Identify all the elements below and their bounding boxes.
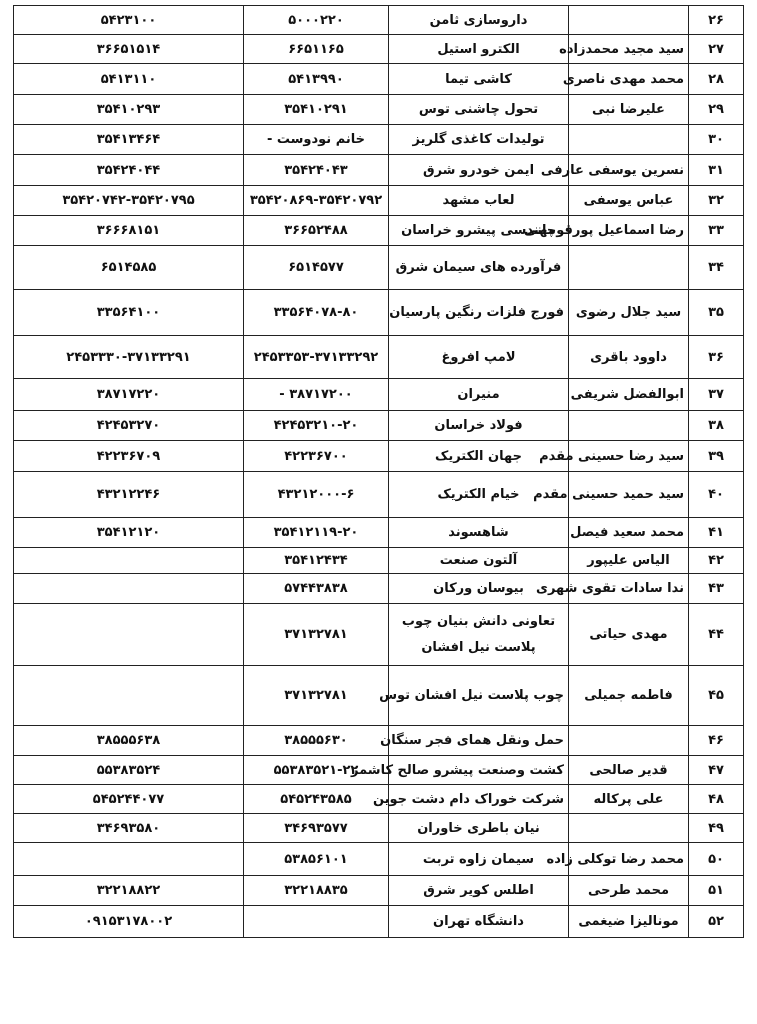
table-row xyxy=(14,814,744,843)
row-number-cell: ۳۰ xyxy=(689,125,744,155)
phone-primary-cell xyxy=(244,906,389,938)
row-number-cell: ۲۶ xyxy=(689,6,744,35)
company-name-cell: جهان الکتریک xyxy=(389,441,569,472)
company-name-cell: فورج فلزات رنگین پارسیان xyxy=(389,290,569,336)
company-name-cell: شرکت خوراک دام دشت جوین xyxy=(389,785,569,814)
phone-secondary-cell xyxy=(14,574,244,604)
company-name-cell: لعاب مشهد xyxy=(389,186,569,216)
person-name-cell: عباس یوسفی xyxy=(569,186,689,216)
phone-secondary-cell: ۳۵۴۲۴۰۴۴ xyxy=(14,155,244,186)
table-row xyxy=(14,186,744,216)
person-name-cell: ندا سادات تقوی شهری xyxy=(569,574,689,604)
phone-secondary-cell: ۳۵۴۱۲۱۲۰ xyxy=(14,518,244,548)
row-number-cell: ۳۶ xyxy=(689,336,744,379)
person-name-cell: علی پرکاله xyxy=(569,785,689,814)
phone-secondary-cell: ۳۳۵۶۴۱۰۰ xyxy=(14,290,244,336)
row-number-cell: ۳۴ xyxy=(689,246,744,290)
table-row xyxy=(14,785,744,814)
phone-secondary-cell xyxy=(14,666,244,726)
row-number-cell: ۳۸ xyxy=(689,411,744,441)
company-name-cell: بیوسان ورکان xyxy=(389,574,569,604)
person-name-cell: محمد رضا توکلی زاده xyxy=(569,843,689,876)
phone-primary-cell: ۳۵۴۲۰۸۶۹-۳۵۴۲۰۷۹۲ xyxy=(244,186,389,216)
person-name-cell: ابوالفضل شریفی xyxy=(569,379,689,411)
phone-primary-cell: ۴۲۲۳۶۷۰۰ xyxy=(244,441,389,472)
person-name-cell: رضا اسماعیل پورقوچانی xyxy=(569,216,689,246)
company-name-cell: شاهسوند xyxy=(389,518,569,548)
row-number-cell: ۵۲ xyxy=(689,906,744,938)
phone-secondary-cell: ۵۴۵۲۴۴۰۷۷ xyxy=(14,785,244,814)
person-name-cell: مونالیزا ضیغمی xyxy=(569,906,689,938)
phone-secondary-cell: ۳۸۵۵۵۶۳۸ xyxy=(14,726,244,756)
phone-secondary-cell: ۴۲۴۵۳۲۷۰ xyxy=(14,411,244,441)
company-name-cell: تحول چاشنی توس xyxy=(389,95,569,125)
row-number-cell: ۴۲ xyxy=(689,548,744,574)
phone-primary-cell: ۵۵۳۸۳۵۲۱-۲۲ xyxy=(244,756,389,785)
row-number-cell: ۳۷ xyxy=(689,379,744,411)
company-name-cell: تعاونی دانش بنیان چوب پلاست نیل افشان xyxy=(389,604,569,666)
row-number-cell: ۴۳ xyxy=(689,574,744,604)
company-name-cell: تولیدات کاغذی گلریز xyxy=(389,125,569,155)
phone-primary-cell: ۵۰۰۰۲۲۰ xyxy=(244,6,389,35)
phone-primary-cell: ۳۸۷۱۷۲۰۰ - xyxy=(244,379,389,411)
row-number-cell: ۳۹ xyxy=(689,441,744,472)
phone-primary-cell: ۳۵۴۱۲۴۳۴ xyxy=(244,548,389,574)
table-row xyxy=(14,125,744,155)
row-number-cell: ۴۱ xyxy=(689,518,744,548)
row-number-cell: ۴۰ xyxy=(689,472,744,518)
table-row xyxy=(14,155,744,186)
person-name-cell xyxy=(569,411,689,441)
phone-secondary-cell: ۶۵۱۴۵۸۵ xyxy=(14,246,244,290)
company-name-cell: کشت وصنعت پیشرو صالح کاشمر xyxy=(389,756,569,785)
person-name-cell xyxy=(569,125,689,155)
phone-primary-cell: ۵۷۴۴۳۸۳۸ xyxy=(244,574,389,604)
row-number-cell: ۳۵ xyxy=(689,290,744,336)
table-row xyxy=(14,604,744,666)
row-number-cell: ۴۴ xyxy=(689,604,744,666)
company-name-cell: آلتون صنعت xyxy=(389,548,569,574)
row-number-cell: ۲۸ xyxy=(689,64,744,95)
row-number-cell: ۵۰ xyxy=(689,843,744,876)
phone-primary-cell: ۲۴۵۳۳۵۳-۳۷۱۳۳۲۹۲ xyxy=(244,336,389,379)
row-number-cell: ۴۷ xyxy=(689,756,744,785)
phone-secondary-cell: ۵۴۲۳۱۰۰ xyxy=(14,6,244,35)
company-name-cell: خیام الکتریک xyxy=(389,472,569,518)
table-row xyxy=(14,726,744,756)
table-row xyxy=(14,216,744,246)
table-row xyxy=(14,6,744,35)
phone-secondary-cell: ۳۸۷۱۷۲۲۰ xyxy=(14,379,244,411)
person-name-cell: سید رضا حسینی مقدم xyxy=(569,441,689,472)
table-row xyxy=(14,35,744,64)
row-number-cell: ۲۹ xyxy=(689,95,744,125)
person-name-cell: محمد مهدی ناصری xyxy=(569,64,689,95)
person-name-cell: فاطمه جمیلی xyxy=(569,666,689,726)
phone-primary-cell: ۳۵۴۲۴۰۴۳ xyxy=(244,155,389,186)
company-name-cell: داروسازی ثامن xyxy=(389,6,569,35)
phone-secondary-cell: ۳۵۴۲۰۷۴۲-۳۵۴۲۰۷۹۵ xyxy=(14,186,244,216)
company-name-cell: حمل ونقل همای فجر سنگان xyxy=(389,726,569,756)
company-name-cell: ایمن خودرو شرق xyxy=(389,155,569,186)
table-row xyxy=(14,95,744,125)
person-name-cell xyxy=(569,246,689,290)
table-row xyxy=(14,548,744,574)
person-name-cell: مهدی حیاتی xyxy=(569,604,689,666)
contacts-table xyxy=(13,5,744,938)
table-row xyxy=(14,666,744,726)
phone-primary-cell: ۳۵۴۱۰۲۹۱ xyxy=(244,95,389,125)
table-row xyxy=(14,906,744,938)
phone-primary-cell: ۳۵۴۱۲۱۱۹-۲۰ xyxy=(244,518,389,548)
company-name-cell: اطلس کویر شرق xyxy=(389,876,569,906)
phone-secondary-cell: ۳۵۴۱۳۴۶۴ xyxy=(14,125,244,155)
person-name-cell: الیاس علیپور xyxy=(569,548,689,574)
table-row xyxy=(14,246,744,290)
person-name-cell: سید مجید محمدزاده xyxy=(569,35,689,64)
phone-primary-cell: ۵۴۵۲۴۳۵۸۵ xyxy=(244,785,389,814)
phone-primary-cell: ۳۷۱۳۲۷۸۱ xyxy=(244,604,389,666)
phone-secondary-cell xyxy=(14,843,244,876)
company-name-cell: لامپ افروغ xyxy=(389,336,569,379)
phone-primary-cell: ۳۳۵۶۴۰۷۸-۸۰ xyxy=(244,290,389,336)
row-number-cell: ۵۱ xyxy=(689,876,744,906)
phone-secondary-cell: ۰۹۱۵۳۱۷۸۰۰۲ xyxy=(14,906,244,938)
phone-primary-cell: ۳۴۶۹۳۵۷۷ xyxy=(244,814,389,843)
phone-primary-cell: ۴۲۴۵۳۲۱۰-۲۰ xyxy=(244,411,389,441)
row-number-cell: ۳۳ xyxy=(689,216,744,246)
table-row xyxy=(14,574,744,604)
row-number-cell: ۴۶ xyxy=(689,726,744,756)
person-name-cell: علیرضا نبی xyxy=(569,95,689,125)
company-name-cell: مهندسی پیشرو خراسان xyxy=(389,216,569,246)
company-name-cell: نیان باطری خاوران xyxy=(389,814,569,843)
row-number-cell: ۳۲ xyxy=(689,186,744,216)
table-row xyxy=(14,876,744,906)
table-row xyxy=(14,64,744,95)
company-name-cell: کاشی تیما xyxy=(389,64,569,95)
phone-secondary-cell xyxy=(14,548,244,574)
table-row xyxy=(14,472,744,518)
phone-primary-cell: ۵۴۱۳۹۹۰ xyxy=(244,64,389,95)
table-row xyxy=(14,379,744,411)
phone-primary-cell: ۳۸۵۵۵۶۳۰ xyxy=(244,726,389,756)
company-name-cell: فولاد خراسان xyxy=(389,411,569,441)
table-row xyxy=(14,441,744,472)
person-name-cell: محمد طرحی xyxy=(569,876,689,906)
row-number-cell: ۲۷ xyxy=(689,35,744,64)
phone-secondary-cell: ۳۶۶۶۸۱۵۱ xyxy=(14,216,244,246)
phone-primary-cell: ۶۶۵۱۱۶۵ xyxy=(244,35,389,64)
phone-primary-cell: ۳۷۱۳۲۷۸۱ xyxy=(244,666,389,726)
row-number-cell: ۴۸ xyxy=(689,785,744,814)
person-name-cell: سید حمید حسینی مقدم xyxy=(569,472,689,518)
company-name-cell: چوب پلاست نیل افشان توس xyxy=(389,666,569,726)
person-name-cell: سید جلال رضوی xyxy=(569,290,689,336)
phone-secondary-cell: ۴۲۲۳۶۷۰۹ xyxy=(14,441,244,472)
phone-secondary-cell: ۲۴۵۳۳۳۰-۳۷۱۳۳۲۹۱ xyxy=(14,336,244,379)
phone-primary-cell: ۵۳۸۵۶۱۰۱ xyxy=(244,843,389,876)
phone-secondary-cell: ۳۲۲۱۸۸۲۲ xyxy=(14,876,244,906)
table-row xyxy=(14,411,744,441)
table-row xyxy=(14,756,744,785)
table-row xyxy=(14,336,744,379)
phone-primary-cell: ۳۲۲۱۸۸۳۵ xyxy=(244,876,389,906)
phone-secondary-cell: ۵۴۱۳۱۱۰ xyxy=(14,64,244,95)
table-row xyxy=(14,843,744,876)
phone-primary-cell: ۴۳۲۱۲۰۰۰-۶ xyxy=(244,472,389,518)
person-name-cell: داوود باقری xyxy=(569,336,689,379)
phone-secondary-cell xyxy=(14,604,244,666)
person-name-cell xyxy=(569,6,689,35)
company-name-cell: الکترو استیل xyxy=(389,35,569,64)
person-name-cell: محمد سعید فیصل xyxy=(569,518,689,548)
person-name-cell xyxy=(569,726,689,756)
phone-secondary-cell: ۳۵۴۱۰۲۹۳ xyxy=(14,95,244,125)
person-name-cell: قدیر صالحی xyxy=(569,756,689,785)
phone-secondary-cell: ۳۶۶۵۱۵۱۴ xyxy=(14,35,244,64)
company-name-cell: سیمان زاوه تربت xyxy=(389,843,569,876)
company-name-cell: منیران xyxy=(389,379,569,411)
company-name-cell: دانشگاه تهران xyxy=(389,906,569,938)
row-number-cell: ۴۹ xyxy=(689,814,744,843)
row-number-cell: ۳۱ xyxy=(689,155,744,186)
phone-primary-cell: خانم نودوست - xyxy=(244,125,389,155)
phone-secondary-cell: ۳۴۶۹۳۵۸۰ xyxy=(14,814,244,843)
company-name-cell: فرآورده های سیمان شرق xyxy=(389,246,569,290)
phone-primary-cell: ۳۶۶۵۲۴۸۸ xyxy=(244,216,389,246)
person-name-cell: نسرین یوسفی عارفی xyxy=(569,155,689,186)
table-row xyxy=(14,290,744,336)
phone-primary-cell: ۶۵۱۴۵۷۷ xyxy=(244,246,389,290)
contacts-table-body xyxy=(14,6,744,938)
phone-secondary-cell: ۵۵۳۸۳۵۲۴ xyxy=(14,756,244,785)
phone-secondary-cell: ۴۳۲۱۲۲۴۶ xyxy=(14,472,244,518)
table-row xyxy=(14,518,744,548)
row-number-cell: ۴۵ xyxy=(689,666,744,726)
person-name-cell xyxy=(569,814,689,843)
